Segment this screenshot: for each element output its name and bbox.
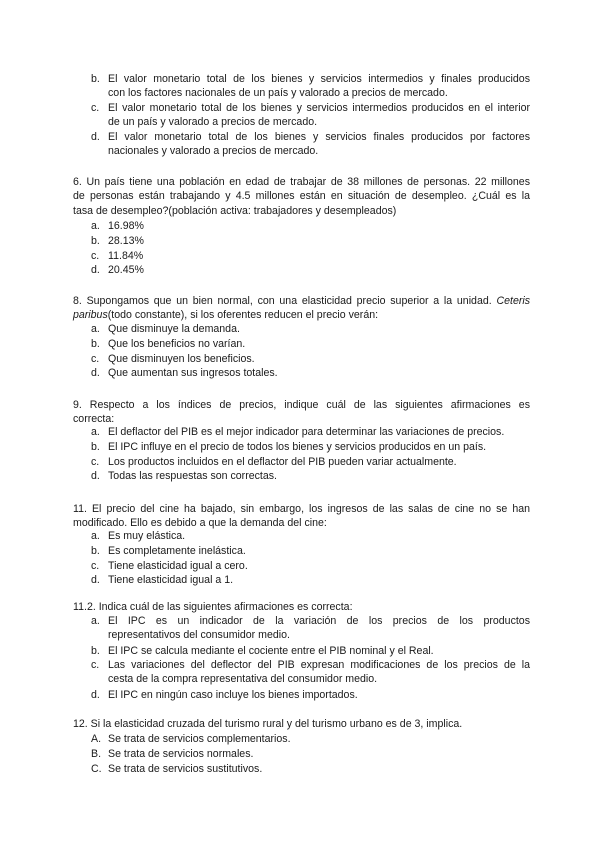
option-label: d. [91,264,100,277]
option-label: a. [91,323,100,335]
option-text: 16.98% [108,220,144,232]
question-6-line-3: tasa de desempleo?(población activa: trabajadores y desempleados) [73,204,397,217]
option-text: cesta de la compra representativa del consumidor medio. [108,673,378,686]
option-text: El valor monetario total de los bienes y servicios intermedios y finales producidos [108,73,530,85]
option-text: 11.84% [108,249,144,262]
option-text: Tiene elasticidad igual a 1. [108,574,234,587]
option-text: Que aumentan sus ingresos totales. [108,367,278,380]
option-label: b. [91,234,100,247]
option-text: Se trata de servicios sustitutivos. [108,762,263,775]
option-label: d. [91,574,100,587]
option-label: c. [91,249,100,262]
option-label: b. [91,337,100,350]
option-text: Los productos incluidos en el deflactor del PIB pueden variar actualmente. [108,455,457,468]
option-label: d. [91,470,100,483]
question-8-line-2 [73,308,530,322]
question-11-line-2: modificado. Ello es debido a que la demanda del cine: [73,517,327,530]
option-text: Tiene elasticidad igual a cero. [108,559,248,572]
question-8-italic-paribus: paribus [73,309,108,322]
option-text: El valor monetario total de los bienes y servicios finales producidos por factores [108,131,530,143]
option-text: Todas las respuestas son correctas. [108,470,277,483]
option-label: A. [91,733,102,745]
question-9-line-1: 9. Respecto a los índices de precios, indique cuál de las siguientes afirmaciones es [73,399,530,411]
option-label: c. [91,102,100,114]
option-text: con los factores nacionales de un país y valorado a precios de mercado. [108,87,448,100]
option-label: d. [91,688,100,701]
option-label: b. [91,440,100,453]
option-label: b. [91,644,100,657]
option-text: Las variaciones del deflector del PIB expresan modificaciones de los precios de la [108,659,530,671]
option-text: de un país y valorado a precios de mercado. [108,116,318,129]
option-label: a. [91,530,100,542]
option-text: 20.45% [108,264,144,277]
option-text: Que disminuyen los beneficios. [108,352,255,365]
question-12-line-1: 12. Si la elasticidad cruzada del turismo rural y del turismo urbano es de 3, implica. [73,718,463,730]
option-label: c. [91,455,100,468]
option-text: Que los beneficios no varían. [108,337,246,350]
option-text: Se trata de servicios complementarios. [108,733,291,745]
option-label: c. [91,659,100,671]
option-label: a. [91,615,100,627]
question-8-text: 8. Supongamos que un bien normal, con una elasticidad precio superior a la unidad. [73,295,492,307]
option-text: Que disminuye la demanda. [108,323,240,335]
question-11-2-line-1: 11.2. Indica cuál de las siguientes afirmaciones es correcta: [73,601,353,613]
question-11-line-1: 11. El precio del cine ha bajado, sin embargo, los ingresos de las salas de cine no se han [73,503,530,515]
option-label: b. [91,544,100,557]
option-text: 28.13% [108,234,144,247]
option-text: El IPC se calcula mediante el cociente entre el PIB nominal y el Real. [108,644,434,657]
option-label: c. [91,352,100,365]
option-text: El IPC es un indicador de la variación de los precios de los productos [108,615,530,627]
option-text: representativos del consumidor medio. [108,629,290,642]
question-8-text: (todo constante), si los oferentes reducen el precio verán: [107,309,379,322]
option-text: Es muy elástica. [108,530,186,542]
question-6-line-1: 6. Un país tiene una población en edad de trabajar de 38 millones de personas. 22 millones [73,176,530,188]
option-label: b. [91,73,100,85]
option-text: El valor monetario total de los bienes y servicios intermedios producidos en el interior [108,102,530,114]
option-label: C. [91,762,102,775]
question-9-line-2: correcta: [73,413,115,426]
option-label: a. [91,220,100,232]
option-label: a. [91,426,100,438]
option-text: nacionales y valorado a precios de mercado. [108,145,319,158]
option-label: d. [91,367,100,380]
option-text: Se trata de servicios normales. [108,747,254,760]
option-label: d. [91,131,100,143]
question-8-italic-ceteris: Ceteris [496,295,531,307]
option-label: B. [91,747,102,760]
question-6-line-2: de personas están trabajando y 4.5 millones están en situación de desempleo. ¿Cuál es la [73,190,530,203]
option-text: Es completamente inelástica. [108,544,246,557]
option-text: El deflactor del PIB es el mejor indicador para determinar las variaciones de precios. [108,426,505,438]
question-8-line-1 [73,294,530,308]
option-text: El IPC influye en el precio de todos los bienes y servicios producidos en un país. [108,440,487,453]
option-label: c. [91,559,100,572]
option-text: El IPC en ningún caso incluye los bienes importados. [108,688,358,701]
